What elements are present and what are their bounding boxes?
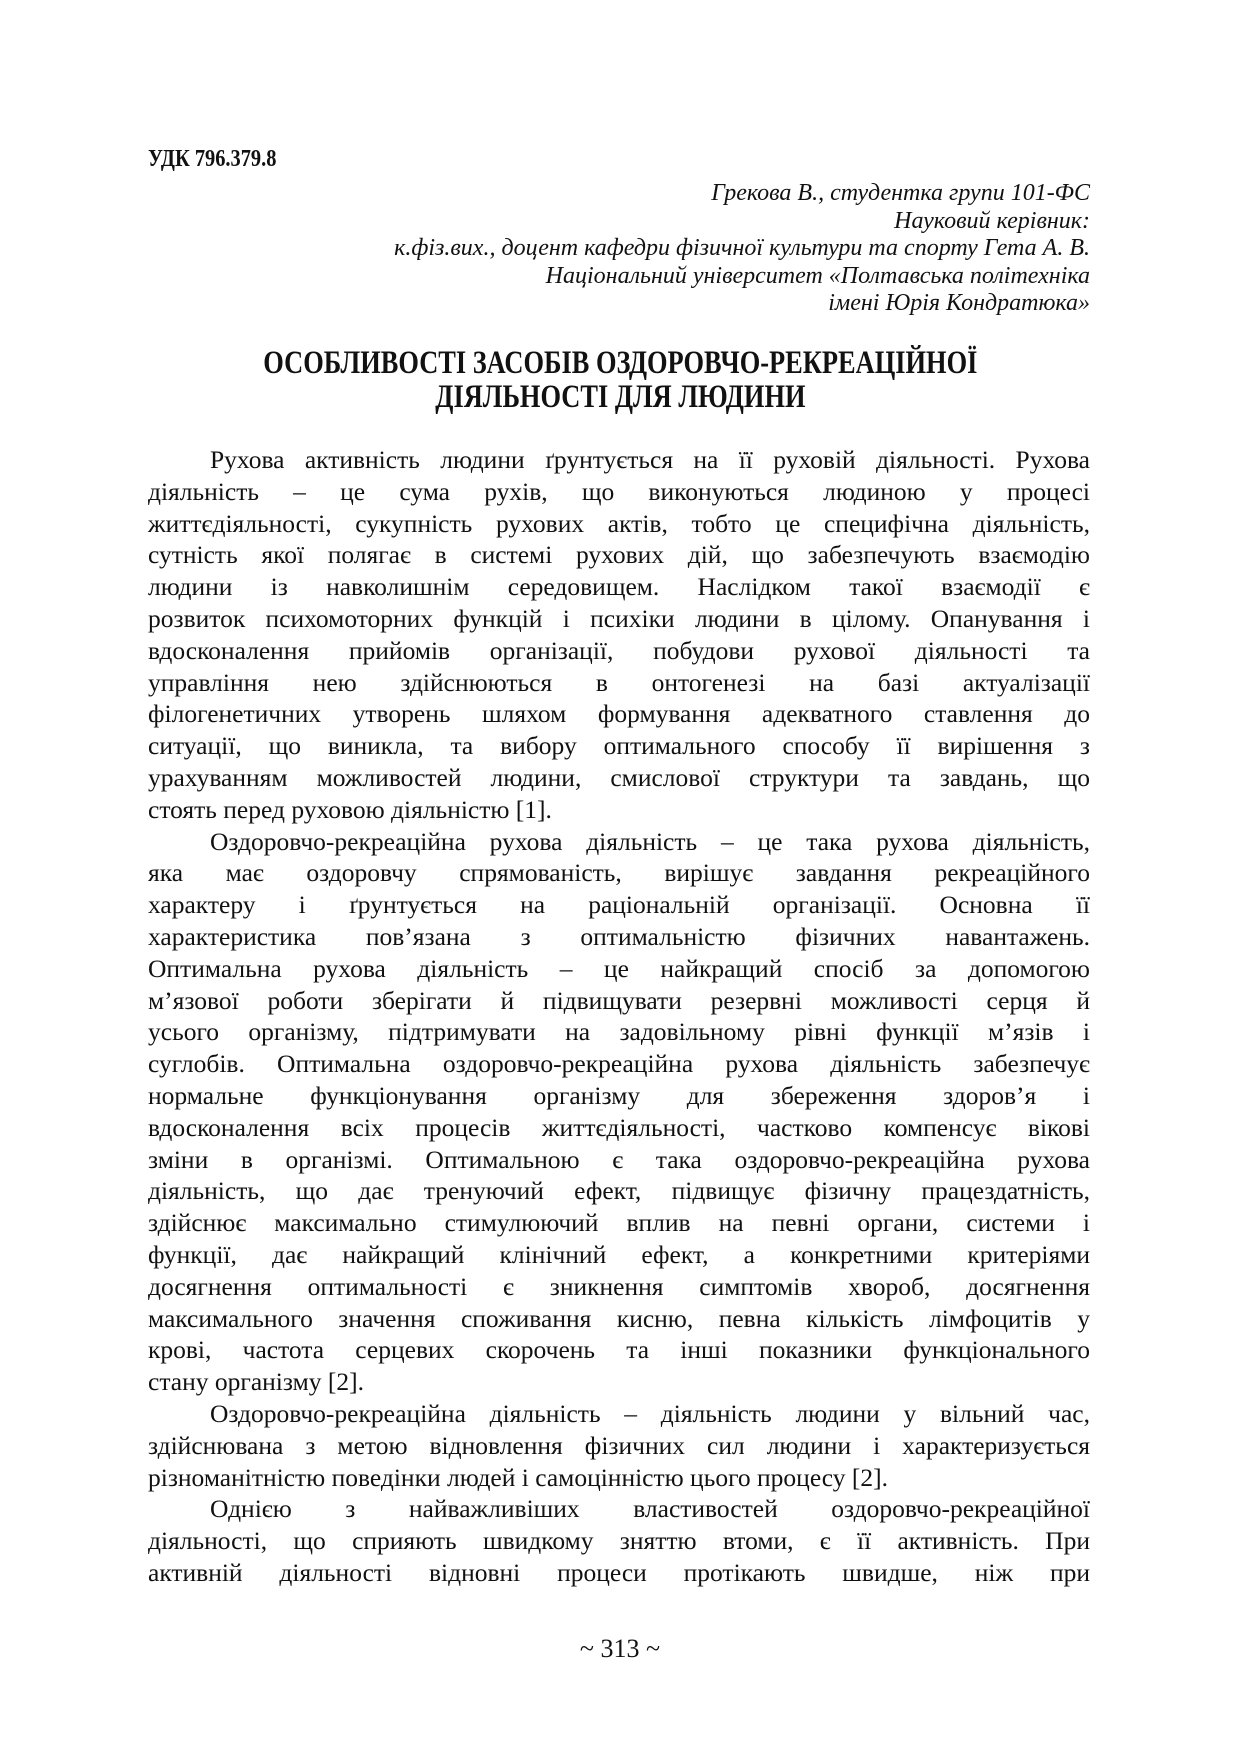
paragraph-line: максимального значення споживання кисню, певна кількість лімфоцитів у: [148, 1303, 1090, 1333]
paragraph-line: зміни в організмі. Оптимальною є така оздоровчо-рекреаційна рухова: [148, 1144, 1090, 1174]
paragraph-line: характеристика пов’язана з оптимальністю фізичних навантажень.: [148, 921, 1090, 951]
paragraph-line: діяльність, що дає тренуючий ефект, підвищує фізичну працездатність,: [148, 1176, 1090, 1206]
paragraph-line: сутність якої полягає в системі рухових дій, що забезпечують взаємодію: [148, 540, 1090, 570]
paragraph-line: здійснювана з метою відновлення фізичних сил людини і характеризується: [148, 1430, 1090, 1460]
paragraph-line: стану організму [2].: [148, 1367, 364, 1397]
paragraph-line: урахуванням можливостей людини, смислової структури та завдань, що: [148, 762, 1090, 792]
paragraph-line: усього організму, підтримувати на задовільному рівні функції м’язів і: [148, 1017, 1090, 1047]
paragraph-line: вдосконалення всіх процесів життєдіяльності, частково компенсує вікові: [148, 1112, 1090, 1142]
paragraph-line: філогенетичних утворень шляхом формування адекватного ставлення до: [148, 699, 1090, 729]
paragraph-line: крові, частота серцевих скорочень та інші показники функціонального: [148, 1335, 1090, 1365]
author-block: [394, 180, 1090, 318]
paragraph-line: різноманітністю поведінки людей і самоцінністю цього процесу [2].: [148, 1462, 888, 1492]
paragraph-line: активній діяльності відновні процеси протікають швидше, ніж при: [148, 1557, 1090, 1587]
paragraph: [148, 444, 1090, 826]
paragraph-line: функції, дає найкращий клінічний ефект, а конкретними критеріями: [148, 1239, 1090, 1269]
article-body: [148, 444, 1090, 1589]
paragraph-line: Рухова активність людини ґрунтується на її руховій діяльності. Рухова: [210, 445, 1090, 474]
paragraph-line: життєдіяльності, сукупність рухових актів, тобто це специфічна діяльність,: [148, 508, 1090, 538]
paragraph-line: досягнення оптимальності є зникнення симптомів хвороб, досягнення: [148, 1271, 1090, 1301]
paragraph-line: суглобів. Оптимальна оздоровчо-рекреаційна рухова діяльність забезпечує: [148, 1049, 1090, 1079]
paragraph-line: Однією з найважливіших властивостей оздоровчо-рекреаційної: [210, 1494, 1090, 1524]
udc-code: УДК 796.379.8: [148, 146, 277, 172]
paragraph: [148, 826, 1090, 1398]
paragraph-line: м’язової роботи зберігати й підвищувати резервні можливості серця й: [148, 985, 1090, 1015]
paragraph-line: ситуації, що виникла, та вибору оптимального способу її вирішення з: [148, 731, 1090, 761]
article-title: [0, 346, 1240, 414]
paragraph-line: Оптимальна рухова діяльність – це найкращий спосіб за допомогою: [148, 953, 1090, 983]
paragraph-line: Оздоровчо-рекреаційна рухова діяльність – це така рухова діяльність,: [210, 826, 1090, 856]
supervisor-line: к.фіз.вих., доцент кафедри фізичної культури та спорту Гета А. В.: [394, 235, 1090, 261]
paragraph: [148, 1493, 1090, 1588]
page-number: ~ 313 ~: [579, 1634, 661, 1663]
supervisor-label: Науковий керівник:: [894, 207, 1090, 234]
paragraph-line: Оздоровчо-рекреаційна діяльність – діяльність людини у вільний час,: [210, 1398, 1090, 1428]
paragraph-line: нормальне функціонування організму для збереження здоров’я і: [148, 1080, 1090, 1110]
paragraph-line: розвиток психомоторних функцій і психіки людини в цілому. Опанування і: [148, 603, 1090, 633]
paragraph-line: діяльності, що сприяють швидкому зняттю втоми, є її активність. При: [148, 1526, 1090, 1556]
paragraph: [148, 1398, 1090, 1493]
paragraph-line: людини із навколишнім середовищем. Наслідком такої взаємодії є: [148, 572, 1090, 602]
paragraph-line: яка має оздоровчу спрямованість, вирішує завдання рекреаційного: [148, 858, 1090, 888]
university-line: Національний університет «Полтавська політехніка: [545, 262, 1090, 289]
paragraph-line: здійснює максимально стимулюючий вплив на певні органи, системи і: [148, 1208, 1090, 1238]
paragraph-line: діяльність – це сума рухів, що виконуються людиною у процесі: [148, 476, 1090, 506]
author-line: Грекова В., студентка групи 101-ФС: [711, 180, 1090, 206]
title-line: ОСОБЛИВОСТІ ЗАСОБІВ ОЗДОРОВЧО-РЕКРЕАЦІЙНОЇ: [262, 345, 978, 381]
title-line: ДІЯЛЬНОСТІ ДЛЯ ЛЮДИНИ: [434, 379, 806, 415]
paragraph-line: управління нею здійснюються в онтогенезі на базі актуалізації: [148, 667, 1090, 697]
paragraph-line: стоять перед руховою діяльністю [1].: [148, 794, 552, 824]
university-line: імені Юрія Кондратюка»: [828, 290, 1090, 316]
paragraph-line: вдосконалення прийомів організації, побудови рухової діяльності та: [148, 635, 1090, 665]
paragraph-line: характеру і ґрунтується на раціональній організації. Основна її: [148, 890, 1090, 920]
